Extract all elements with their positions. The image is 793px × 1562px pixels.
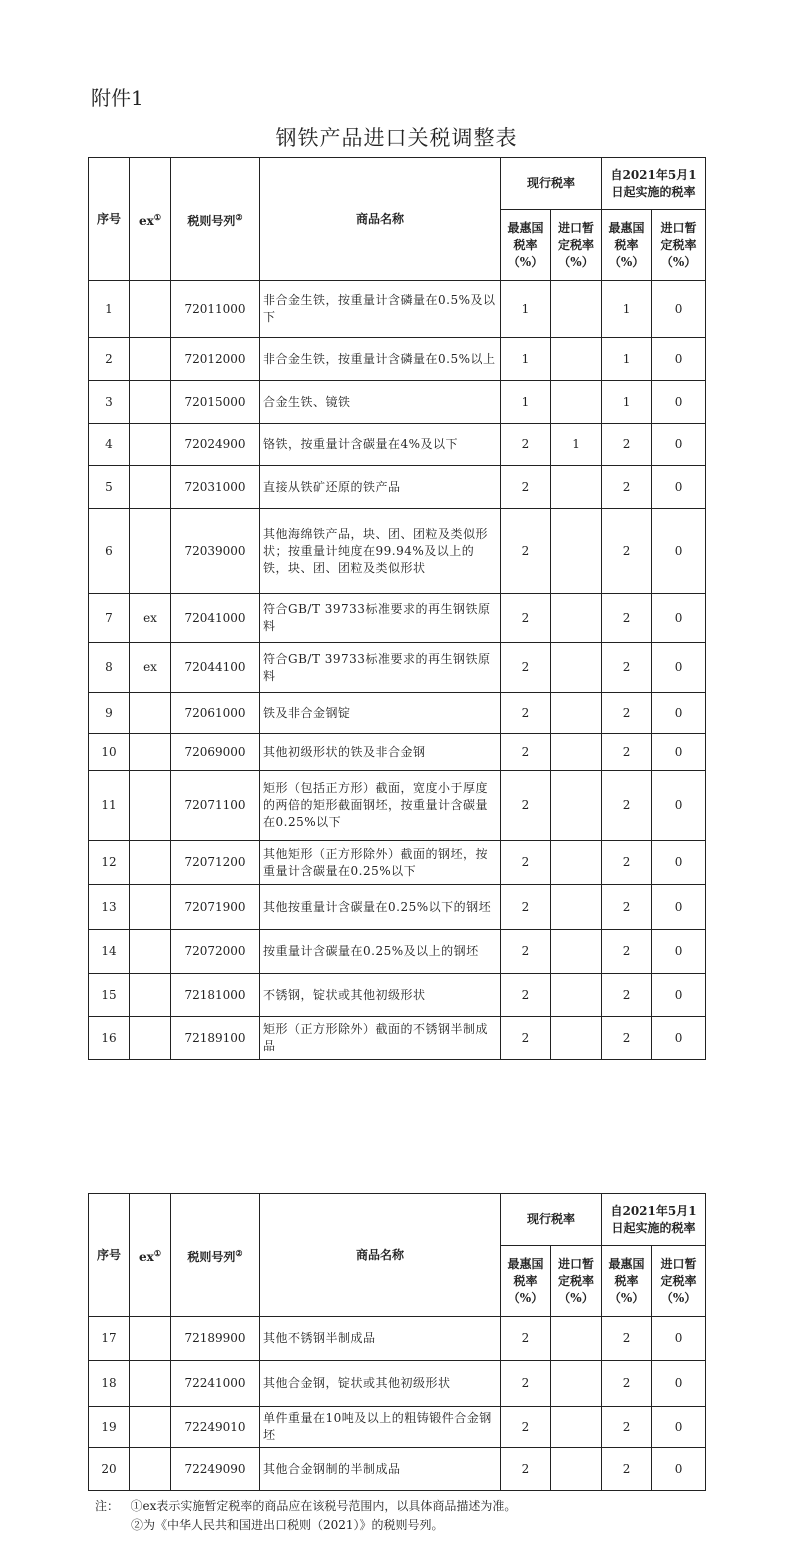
cell-new-mfn: 2 <box>602 1317 652 1361</box>
cell-current-mfn: 2 <box>501 693 551 734</box>
cell-seq: 6 <box>89 509 130 594</box>
table-row <box>89 734 706 771</box>
cell-new-mfn: 2 <box>602 643 652 693</box>
cell-new-provisional: 0 <box>652 424 706 466</box>
cell-current-provisional <box>551 693 602 734</box>
cell-name: 符合GB/T 39733标准要求的再生钢铁原料 <box>260 643 501 693</box>
cell-new-mfn: 2 <box>602 841 652 885</box>
header-code-label: 税则号列 <box>187 213 236 228</box>
cell-current-mfn: 2 <box>501 1448 551 1491</box>
table-row <box>89 466 706 509</box>
cell-ex <box>130 1407 171 1448</box>
cell-current-provisional <box>551 281 602 338</box>
cell-new-mfn: 2 <box>602 424 652 466</box>
cell-code: 72189900 <box>171 1317 260 1361</box>
cell-current-provisional <box>551 381 602 424</box>
table-row <box>89 1407 706 1448</box>
cell-seq: 8 <box>89 643 130 693</box>
cell-name: 其他按重量计含碳量在0.25%以下的钢坯 <box>260 885 501 930</box>
cell-new-mfn: 2 <box>602 509 652 594</box>
notes-prefix: 注： <box>95 1499 120 1513</box>
cell-seq: 10 <box>89 734 130 771</box>
header-current-mfn: 最惠国税率（%） <box>501 1246 551 1317</box>
cell-current-provisional <box>551 338 602 381</box>
tariff-table-page-2 <box>88 1193 706 1491</box>
header-ex-note-mark: ① <box>153 211 161 222</box>
cell-seq: 1 <box>89 281 130 338</box>
header-ex <box>130 1194 171 1317</box>
cell-new-provisional: 0 <box>652 1317 706 1361</box>
header-code <box>171 158 260 281</box>
cell-current-mfn: 1 <box>501 281 551 338</box>
cell-ex <box>130 1317 171 1361</box>
cell-new-provisional: 0 <box>652 281 706 338</box>
header-new-rate: 自2021年5月1日起实施的税率 <box>602 1194 706 1246</box>
cell-current-provisional <box>551 643 602 693</box>
cell-current-mfn: 2 <box>501 424 551 466</box>
cell-seq: 18 <box>89 1361 130 1407</box>
table-row <box>89 1017 706 1060</box>
cell-code: 72249010 <box>171 1407 260 1448</box>
table-row <box>89 841 706 885</box>
table-row <box>89 338 706 381</box>
cell-new-mfn: 2 <box>602 885 652 930</box>
header-ex-label: ex <box>139 213 154 228</box>
table-row <box>89 594 706 643</box>
cell-new-provisional: 0 <box>652 1361 706 1407</box>
cell-current-provisional <box>551 1017 602 1060</box>
cell-code: 72071900 <box>171 885 260 930</box>
cell-new-mfn: 2 <box>602 1017 652 1060</box>
cell-seq: 7 <box>89 594 130 643</box>
cell-current-mfn: 2 <box>501 1407 551 1448</box>
cell-name: 其他矩形（正方形除外）截面的钢坯，按重量计含碳量在0.25%以下 <box>260 841 501 885</box>
cell-new-provisional: 0 <box>652 338 706 381</box>
cell-ex <box>130 338 171 381</box>
cell-current-provisional <box>551 771 602 841</box>
cell-code: 72031000 <box>171 466 260 509</box>
cell-current-provisional: 1 <box>551 424 602 466</box>
header-seq: 序号 <box>89 158 130 281</box>
cell-new-provisional: 0 <box>652 771 706 841</box>
table-row <box>89 381 706 424</box>
header-ex-label: ex <box>139 1249 154 1264</box>
cell-code: 72249090 <box>171 1448 260 1491</box>
header-current-provisional: 进口暂定税率（%） <box>551 1246 602 1317</box>
cell-new-mfn: 2 <box>602 693 652 734</box>
table-row <box>89 1361 706 1407</box>
cell-code: 72061000 <box>171 693 260 734</box>
cell-current-provisional <box>551 885 602 930</box>
cell-code: 72071200 <box>171 841 260 885</box>
table-row <box>89 771 706 841</box>
cell-current-mfn: 2 <box>501 1317 551 1361</box>
cell-ex <box>130 466 171 509</box>
table-row <box>89 643 706 693</box>
header-new-provisional: 进口暂定税率（%） <box>652 1246 706 1317</box>
cell-seq: 11 <box>89 771 130 841</box>
cell-name: 非合金生铁，按重量计含磷量在0.5%以上 <box>260 338 501 381</box>
cell-current-provisional <box>551 841 602 885</box>
cell-code: 72072000 <box>171 930 260 974</box>
cell-name: 按重量计含碳量在0.25%及以上的钢坯 <box>260 930 501 974</box>
cell-ex <box>130 509 171 594</box>
header-name: 商品名称 <box>260 1194 501 1317</box>
cell-ex <box>130 841 171 885</box>
cell-ex <box>130 930 171 974</box>
cell-new-provisional: 0 <box>652 594 706 643</box>
cell-ex <box>130 1448 171 1491</box>
cell-seq: 4 <box>89 424 130 466</box>
cell-new-provisional: 0 <box>652 930 706 974</box>
cell-current-mfn: 2 <box>501 930 551 974</box>
cell-seq: 19 <box>89 1407 130 1448</box>
cell-ex <box>130 424 171 466</box>
cell-ex <box>130 1017 171 1060</box>
cell-name: 其他不锈钢半制成品 <box>260 1317 501 1361</box>
cell-name: 不锈钢，锭状或其他初级形状 <box>260 974 501 1017</box>
cell-current-provisional <box>551 1448 602 1491</box>
cell-current-provisional <box>551 1407 602 1448</box>
header-current-rate: 现行税率 <box>501 158 602 210</box>
cell-name: 铬铁，按重量计含碳量在4%及以下 <box>260 424 501 466</box>
header-current-rate: 现行税率 <box>501 1194 602 1246</box>
cell-current-provisional <box>551 509 602 594</box>
cell-ex <box>130 1361 171 1407</box>
cell-name: 非合金生铁，按重量计含磷量在0.5%及以下 <box>260 281 501 338</box>
cell-name: 单件重量在10吨及以上的粗铸锻件合金钢坯 <box>260 1407 501 1448</box>
cell-seq: 13 <box>89 885 130 930</box>
cell-ex <box>130 771 171 841</box>
cell-name: 铁及非合金钢锭 <box>260 693 501 734</box>
header-code-note-mark: ② <box>235 211 243 222</box>
cell-new-provisional: 0 <box>652 974 706 1017</box>
note-2: ②为《中华人民共和国进出口税则（2021）》的税则号列。 <box>131 1518 444 1532</box>
cell-name: 其他初级形状的铁及非合金钢 <box>260 734 501 771</box>
cell-ex: ex <box>130 594 171 643</box>
cell-current-mfn: 2 <box>501 771 551 841</box>
cell-ex <box>130 693 171 734</box>
cell-code: 72011000 <box>171 281 260 338</box>
cell-new-provisional: 0 <box>652 885 706 930</box>
cell-new-mfn: 2 <box>602 466 652 509</box>
cell-name: 其他合金钢，锭状或其他初级形状 <box>260 1361 501 1407</box>
cell-current-mfn: 2 <box>501 734 551 771</box>
cell-new-provisional: 0 <box>652 643 706 693</box>
header-current-mfn: 最惠国税率（%） <box>501 210 551 281</box>
cell-ex <box>130 974 171 1017</box>
table-row <box>89 885 706 930</box>
cell-seq: 20 <box>89 1448 130 1491</box>
cell-code: 72024900 <box>171 424 260 466</box>
cell-name: 符合GB/T 39733标准要求的再生钢铁原料 <box>260 594 501 643</box>
cell-code: 72041000 <box>171 594 260 643</box>
cell-name: 其他合金钢制的半制成品 <box>260 1448 501 1491</box>
header-code-note-mark: ② <box>235 1247 243 1258</box>
cell-new-mfn: 1 <box>602 338 652 381</box>
cell-current-mfn: 2 <box>501 594 551 643</box>
cell-current-mfn: 1 <box>501 338 551 381</box>
cell-name: 其他海绵铁产品，块、团、团粒及类似形状；按重量计纯度在99.94%及以上的铁，块、团、团粒及类似形状 <box>260 509 501 594</box>
cell-code: 72015000 <box>171 381 260 424</box>
cell-code: 72069000 <box>171 734 260 771</box>
table-row <box>89 1448 706 1491</box>
cell-seq: 15 <box>89 974 130 1017</box>
page-title: 钢铁产品进口关税调整表 <box>275 126 518 150</box>
cell-seq: 12 <box>89 841 130 885</box>
table-row <box>89 1317 706 1361</box>
cell-current-provisional <box>551 1361 602 1407</box>
cell-seq: 9 <box>89 693 130 734</box>
header-new-provisional: 进口暂定税率（%） <box>652 210 706 281</box>
cell-new-mfn: 2 <box>602 930 652 974</box>
cell-code: 72039000 <box>171 509 260 594</box>
table-row <box>89 424 706 466</box>
cell-current-mfn: 2 <box>501 841 551 885</box>
cell-new-mfn: 2 <box>602 974 652 1017</box>
cell-ex <box>130 281 171 338</box>
tariff-table-page-1 <box>88 157 706 1060</box>
header-ex <box>130 158 171 281</box>
cell-current-provisional <box>551 1317 602 1361</box>
cell-seq: 2 <box>89 338 130 381</box>
table-row <box>89 974 706 1017</box>
cell-name: 矩形（包括正方形）截面，宽度小于厚度的两倍的矩形截面钢坯，按重量计含碳量在0.25%以下 <box>260 771 501 841</box>
cell-new-mfn: 2 <box>602 1361 652 1407</box>
header-new-mfn: 最惠国税率（%） <box>602 210 652 281</box>
cell-ex <box>130 734 171 771</box>
table-row <box>89 509 706 594</box>
cell-new-mfn: 2 <box>602 1448 652 1491</box>
footnotes <box>95 1497 516 1535</box>
cell-new-provisional: 0 <box>652 693 706 734</box>
header-new-rate: 自2021年5月1日起实施的税率 <box>602 158 706 210</box>
cell-current-provisional <box>551 930 602 974</box>
cell-name: 矩形（正方形除外）截面的不锈钢半制成品 <box>260 1017 501 1060</box>
cell-current-mfn: 2 <box>501 466 551 509</box>
cell-current-mfn: 2 <box>501 643 551 693</box>
header-new-mfn: 最惠国税率（%） <box>602 1246 652 1317</box>
header-seq: 序号 <box>89 1194 130 1317</box>
cell-current-mfn: 2 <box>501 1017 551 1060</box>
cell-seq: 14 <box>89 930 130 974</box>
cell-new-provisional: 0 <box>652 841 706 885</box>
cell-seq: 16 <box>89 1017 130 1060</box>
cell-new-provisional: 0 <box>652 1017 706 1060</box>
cell-new-provisional: 0 <box>652 466 706 509</box>
header-name: 商品名称 <box>260 158 501 281</box>
attachment-label: 附件1 <box>91 86 144 110</box>
header-code <box>171 1194 260 1317</box>
cell-current-provisional <box>551 466 602 509</box>
cell-current-mfn: 2 <box>501 1361 551 1407</box>
cell-new-provisional: 0 <box>652 509 706 594</box>
cell-new-provisional: 0 <box>652 381 706 424</box>
cell-new-provisional: 0 <box>652 1407 706 1448</box>
cell-code: 72044100 <box>171 643 260 693</box>
cell-seq: 5 <box>89 466 130 509</box>
cell-new-mfn: 1 <box>602 281 652 338</box>
cell-current-mfn: 1 <box>501 381 551 424</box>
cell-code: 72012000 <box>171 338 260 381</box>
cell-ex <box>130 381 171 424</box>
header-code-label: 税则号列 <box>187 1249 236 1264</box>
cell-new-mfn: 2 <box>602 734 652 771</box>
cell-current-mfn: 2 <box>501 974 551 1017</box>
cell-name: 直接从铁矿还原的铁产品 <box>260 466 501 509</box>
cell-ex: ex <box>130 643 171 693</box>
header-ex-note-mark: ① <box>153 1247 161 1258</box>
cell-current-provisional <box>551 734 602 771</box>
table-row <box>89 281 706 338</box>
cell-new-mfn: 1 <box>602 381 652 424</box>
cell-new-mfn: 2 <box>602 771 652 841</box>
cell-new-provisional: 0 <box>652 734 706 771</box>
cell-code: 72181000 <box>171 974 260 1017</box>
cell-current-provisional <box>551 594 602 643</box>
cell-current-provisional <box>551 974 602 1017</box>
cell-new-mfn: 2 <box>602 1407 652 1448</box>
cell-ex <box>130 885 171 930</box>
table-row <box>89 693 706 734</box>
cell-current-mfn: 2 <box>501 885 551 930</box>
cell-name: 合金生铁、镜铁 <box>260 381 501 424</box>
table-row <box>89 930 706 974</box>
cell-seq: 17 <box>89 1317 130 1361</box>
cell-new-mfn: 2 <box>602 594 652 643</box>
cell-code: 72241000 <box>171 1361 260 1407</box>
cell-code: 72189100 <box>171 1017 260 1060</box>
cell-new-provisional: 0 <box>652 1448 706 1491</box>
header-current-provisional: 进口暂定税率（%） <box>551 210 602 281</box>
cell-code: 72071100 <box>171 771 260 841</box>
cell-seq: 3 <box>89 381 130 424</box>
cell-current-mfn: 2 <box>501 509 551 594</box>
note-1: ①ex表示实施暂定税率的商品应在该税号范围内，以具体商品描述为准。 <box>130 1499 517 1513</box>
